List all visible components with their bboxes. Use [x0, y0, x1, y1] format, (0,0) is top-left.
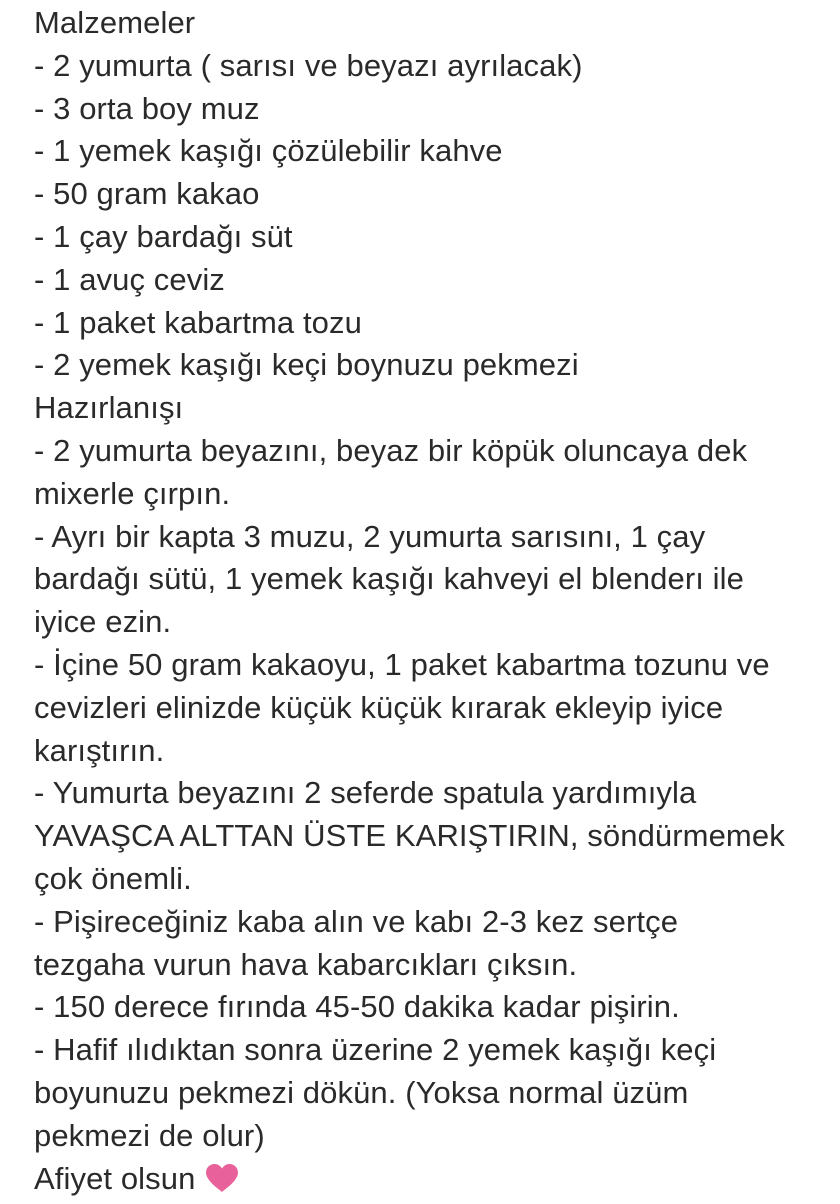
ingredient-item: - 1 yemek kaşığı çözülebilir kahve: [34, 133, 503, 169]
closing-line: [34, 1158, 834, 1201]
recipe-post: [34, 2, 834, 1200]
step-line: cevizleri elinizde küçük küçük kırarak ekleyip iyice: [34, 689, 724, 725]
step-line: bardağı sütü, 1 yemek kaşığı kahveyi el blenderı ile: [34, 561, 744, 597]
step-item: [34, 644, 834, 772]
step-item: [34, 986, 834, 1029]
step-line: - 150 derece fırında 45-50 dakika kadar pişirin.: [34, 989, 680, 1025]
step-line: karıştırın.: [34, 732, 165, 768]
step-line: - Yumurta beyazını 2 seferde spatula yardımıyla: [34, 775, 697, 811]
step-item: [34, 772, 834, 900]
ingredient-item: - 3 orta boy muz: [34, 90, 260, 126]
ingredient-item: - 1 paket kabartma tozu: [34, 304, 362, 340]
heart-icon: [205, 1162, 239, 1204]
ingredients-list: [34, 45, 834, 387]
preparation-steps: [34, 430, 834, 1158]
step-line: - İçine 50 gram kakaoyu, 1 paket kabartma tozunu ve: [34, 646, 770, 682]
step-line: - Ayrı bir kapta 3 muzu, 2 yumurta sarısını, 1 çay: [34, 518, 706, 554]
step-line: - Pişireceğiniz kaba alın ve kabı 2-3 kez sertçe: [34, 903, 679, 939]
step-line: boyunuzu pekmezi dökün. (Yoksa normal üzüm: [34, 1074, 689, 1110]
ingredients-heading: Malzemeler: [34, 5, 196, 40]
ingredient-item: - 1 çay bardağı süt: [34, 218, 293, 254]
step-item: [34, 1029, 834, 1157]
step-line: çok önemli.: [34, 860, 192, 896]
ingredient-item: - 1 avuç ceviz: [34, 261, 225, 297]
step-line: pekmezi de olur): [34, 1117, 265, 1153]
step-line: YAVAŞCA ALTTAN ÜSTE KARIŞTIRIN, söndürmemek: [34, 818, 785, 854]
step-line: - Hafif ılıdıktan sonra üzerine 2 yemek kaşığı keçi: [34, 1032, 717, 1068]
ingredient-item: - 50 gram kakao: [34, 176, 260, 212]
preparation-heading: Hazırlanışı: [34, 390, 184, 426]
step-item: [34, 430, 834, 516]
step-line: mixerle çırpın.: [34, 475, 231, 511]
ingredient-item: - 2 yemek kaşığı keçi boynuzu pekmezi: [34, 347, 579, 383]
step-line: iyice ezin.: [34, 604, 172, 640]
closing-text: Afiyet olsun: [34, 1160, 196, 1196]
step-item: [34, 901, 834, 987]
ingredient-item: - 2 yumurta ( sarısı ve beyazı ayrılacak): [34, 47, 583, 83]
step-line: tezgaha vurun hava kabarcıkları çıksın.: [34, 946, 578, 982]
step-item: [34, 516, 834, 644]
step-line: - 2 yumurta beyazını, beyaz bir köpük oluncaya dek: [34, 432, 748, 468]
